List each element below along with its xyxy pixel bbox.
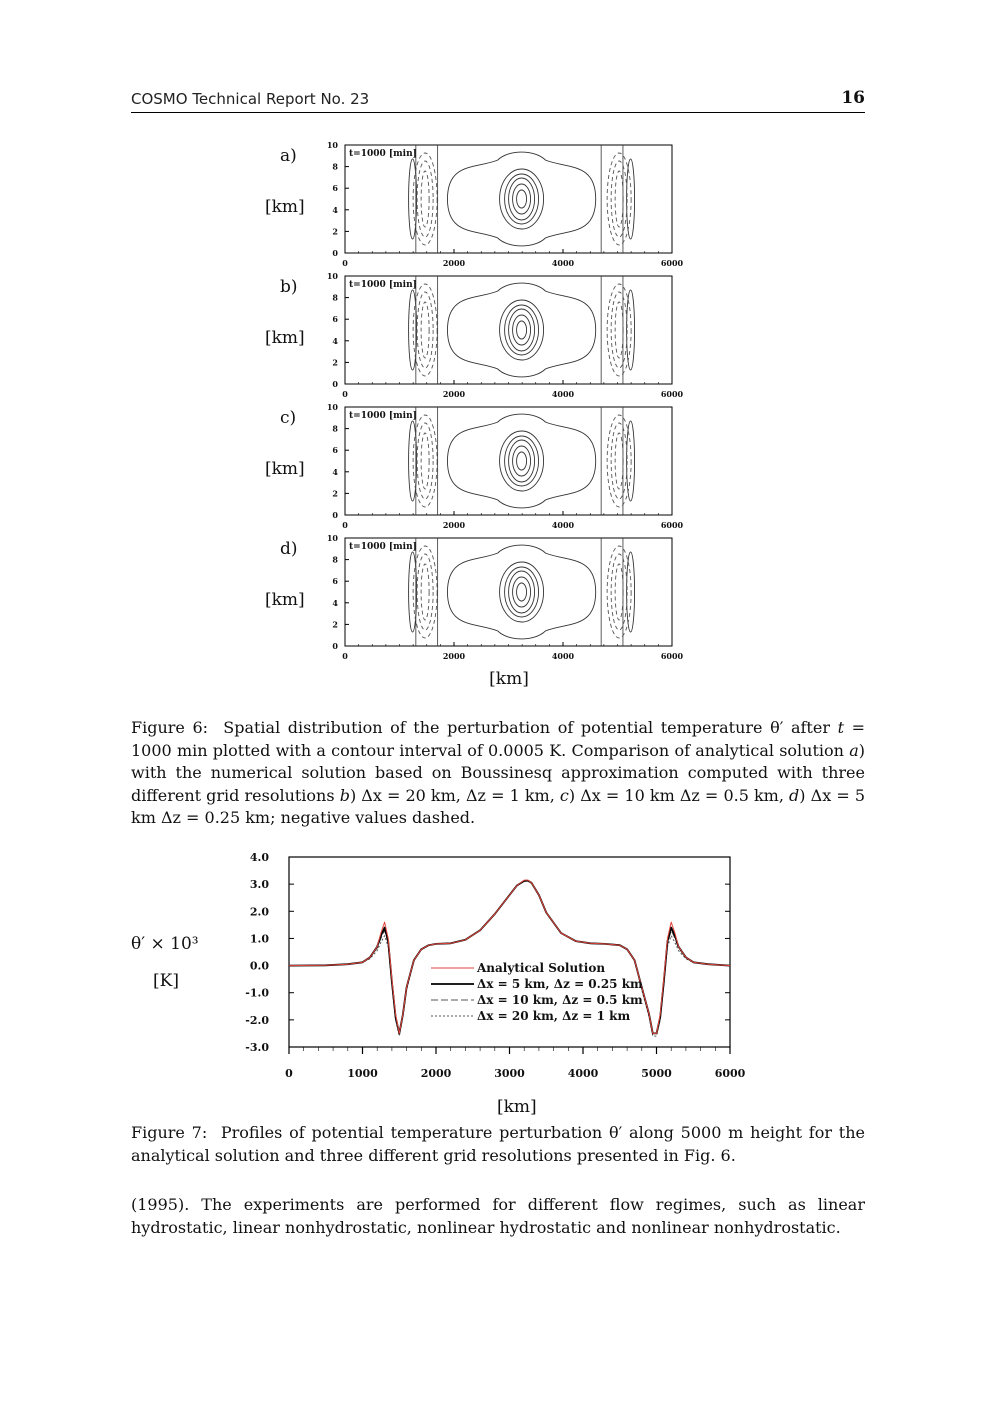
y-tick-label: 4 (332, 597, 338, 608)
y-tick-label: 10 (326, 533, 338, 543)
positive-contour (505, 174, 539, 224)
y-tick-label: 2 (332, 619, 338, 630)
side-positive-contour (627, 552, 635, 632)
caption-panel-ref-b: b (339, 785, 350, 805)
chart-xlabel: [km] (497, 1097, 537, 1117)
chart-x-tick-label: 5000 (641, 1067, 672, 1080)
y-tick-label: 10 (326, 271, 338, 281)
side-positive-contour (627, 290, 635, 370)
panel-unit-label: [km] (265, 590, 305, 610)
panel-unit-label: [km] (265, 459, 305, 479)
chart-x-tick-label: 0 (285, 1067, 293, 1080)
negative-dashed-contour (417, 161, 433, 237)
figure-6-caption-prefix: Figure 6: (131, 718, 209, 737)
y-tick-label: 0 (332, 248, 338, 258)
y-tick-label: 10 (326, 402, 338, 412)
panel-label: c) (280, 408, 297, 428)
series-line-3 (289, 881, 730, 1036)
chart-y-tick-label: 1.0 (249, 932, 269, 946)
chart-x-tick-label: 1000 (347, 1067, 378, 1080)
positive-contour (505, 305, 539, 355)
panel-time-label: t=1000 [min] (349, 280, 417, 290)
x-tick-label: 4000 (551, 520, 575, 530)
negative-dashed-contour (615, 433, 623, 489)
y-tick-label: 2 (332, 488, 338, 499)
positive-contour (517, 583, 527, 601)
y-tick-label: 8 (332, 161, 338, 172)
figure-7-caption-prefix: Figure 7: (131, 1123, 208, 1142)
outer-positive-contour (447, 545, 595, 639)
report-title: COSMO Technical Report No. 23 (131, 90, 370, 108)
figure-6-caption (131, 717, 865, 830)
figure-6-contour-panels (0, 0, 1000, 700)
chart-plot-frame (289, 857, 730, 1047)
y-tick-label: 4 (332, 335, 338, 346)
panel-time-label: t=1000 [min] (349, 149, 417, 159)
page-number: 16 (841, 88, 865, 108)
x-tick-label: 0 (342, 258, 348, 268)
series-line-0 (289, 880, 730, 1033)
caption-panel-ref-c: c (559, 785, 569, 805)
caption-text-part: ) with the numerical solution based on Boussinesq approximation computed with three different grid resolutions (131, 740, 865, 805)
chart-y-tick-label: -2.0 (245, 1013, 269, 1027)
y-tick-label: 8 (332, 554, 338, 565)
x-tick-label: 2000 (442, 520, 466, 530)
chart-y-tick-label: 0.0 (249, 959, 269, 973)
contour-panel-b (265, 271, 684, 399)
panel-time-label: t=1000 [min] (349, 542, 417, 552)
positive-contour (505, 567, 539, 617)
outer-positive-contour (447, 414, 595, 508)
x-tick-label: 6000 (660, 258, 684, 268)
positive-contour (513, 315, 531, 345)
panel-label: a) (280, 146, 297, 166)
y-tick-label: 8 (332, 423, 338, 434)
chart-y-tick-label: 2.0 (249, 905, 269, 919)
y-tick-label: 0 (332, 379, 338, 389)
x-tick-label: 4000 (551, 651, 575, 661)
negative-dashed-contour (421, 171, 429, 227)
y-tick-label: 2 (332, 226, 338, 237)
chart-x-tick-label: 4000 (567, 1067, 599, 1080)
chart-x-tick-label: 6000 (714, 1067, 746, 1080)
x-tick-label: 6000 (660, 651, 684, 661)
legend-entry-label: Δx = 10 km, Δz = 0.5 km (477, 993, 643, 1007)
positive-contour (517, 190, 527, 208)
chart-y-tick-label: -3.0 (245, 1041, 269, 1054)
y-tick-label: 0 (332, 510, 338, 520)
x-tick-label: 6000 (660, 389, 684, 399)
negative-dashed-contour (611, 161, 627, 237)
x-tick-label: 4000 (551, 389, 575, 399)
caption-text-part: = 1000 min plotted with a contour interval of 0.0005 K. Comparison of analytical solution (131, 718, 866, 760)
negative-dashed-contour (611, 292, 627, 368)
negative-dashed-contour (611, 554, 627, 630)
caption-variable-t: t (837, 718, 845, 737)
caption-panel-ref-a: a (849, 740, 859, 760)
x-tick-label: 2000 (442, 651, 466, 661)
negative-dashed-contour (421, 302, 429, 358)
y-tick-label: 6 (332, 445, 338, 456)
x-tick-label: 0 (342, 389, 348, 399)
series-line-1 (289, 881, 730, 1034)
panel-unit-label: [km] (265, 328, 305, 348)
y-tick-label: 6 (332, 183, 338, 194)
y-tick-label: 2 (332, 357, 338, 368)
y-tick-label: 4 (332, 466, 338, 477)
caption-text-part: ) Δx = 20 km, Δz = 1 km, (349, 785, 560, 805)
body-paragraph: (1995). The experiments are performed for different flow regimes, such as linear hydrostatic, linear nonhydrostatic, nonlinear hydrostatic and nonlinear nonhydrostatic. (131, 1195, 865, 1237)
chart-ylabel-theta: θ′ × 10³ (131, 934, 199, 954)
chart-x-tick-label: 2000 (420, 1067, 452, 1080)
negative-dashed-contour (421, 433, 429, 489)
legend-entry-label: Δx = 20 km, Δz = 1 km (477, 1009, 631, 1023)
positive-contour (517, 321, 527, 339)
negative-dashed-contour (615, 564, 623, 620)
caption-text-part: ) Δx = 10 km Δz = 0.5 km, (568, 785, 790, 805)
negative-dashed-contour (417, 423, 433, 499)
outer-positive-contour (447, 152, 595, 246)
panel-label: d) (280, 539, 298, 559)
figure-7-caption-text: Profiles of potential temperature perturbation θ′ along 5000 m height for the analytical solution and three different grid resolutions presented in Fig. 6. (131, 1123, 866, 1165)
y-tick-label: 0 (332, 641, 338, 651)
y-tick-label: 8 (332, 292, 338, 303)
y-tick-label: 6 (332, 314, 338, 325)
negative-dashed-contour (417, 554, 433, 630)
legend-entry-label: Analytical Solution (477, 961, 606, 975)
side-positive-contour (627, 159, 635, 239)
contour-panel-c (265, 402, 684, 530)
caption-text-part: Spatial distribution of the perturbation of potential temperature θ′ after (223, 718, 838, 737)
contour-panel-d (265, 533, 684, 661)
x-tick-label: 6000 (660, 520, 684, 530)
positive-contour (513, 446, 531, 476)
chart-ylabel-unit: [K] (153, 971, 179, 991)
y-tick-label: 10 (326, 140, 338, 150)
positive-contour (513, 577, 531, 607)
x-tick-label: 0 (342, 651, 348, 661)
positive-contour (513, 184, 531, 214)
panel-label: b) (280, 277, 298, 297)
panel-time-label: t=1000 [min] (349, 411, 417, 421)
chart-y-tick-label: 4.0 (249, 851, 269, 864)
y-tick-label: 4 (332, 204, 338, 215)
x-tick-label: 4000 (551, 258, 575, 268)
contour-panel-a (265, 140, 684, 268)
legend-entry-label: Δx = 5 km, Δz = 0.25 km (477, 977, 643, 991)
caption-panel-ref-d: d (789, 785, 800, 805)
x-tick-label: 2000 (442, 258, 466, 268)
chart-y-tick-label: -1.0 (245, 986, 269, 1000)
y-tick-label: 6 (332, 576, 338, 587)
x-tick-label: 2000 (442, 389, 466, 399)
negative-dashed-contour (417, 292, 433, 368)
chart-x-tick-label: 3000 (494, 1067, 525, 1080)
negative-dashed-contour (611, 423, 627, 499)
x-tick-label: 0 (342, 520, 348, 530)
figure-7-caption (131, 1122, 865, 1167)
figure-6-xlabel: [km] (489, 669, 529, 689)
outer-positive-contour (447, 283, 595, 377)
negative-dashed-contour (615, 171, 623, 227)
caption-text-part: ) Δx = 5 km Δz = 0.25 km; negative values dashed. (131, 785, 866, 827)
panel-unit-label: [km] (265, 197, 305, 217)
positive-contour (505, 436, 539, 486)
positive-contour (517, 452, 527, 470)
series-line-2 (289, 881, 730, 1034)
negative-dashed-contour (615, 302, 623, 358)
negative-dashed-contour (421, 564, 429, 620)
chart-y-tick-label: 3.0 (249, 878, 269, 892)
side-positive-contour (627, 421, 635, 501)
